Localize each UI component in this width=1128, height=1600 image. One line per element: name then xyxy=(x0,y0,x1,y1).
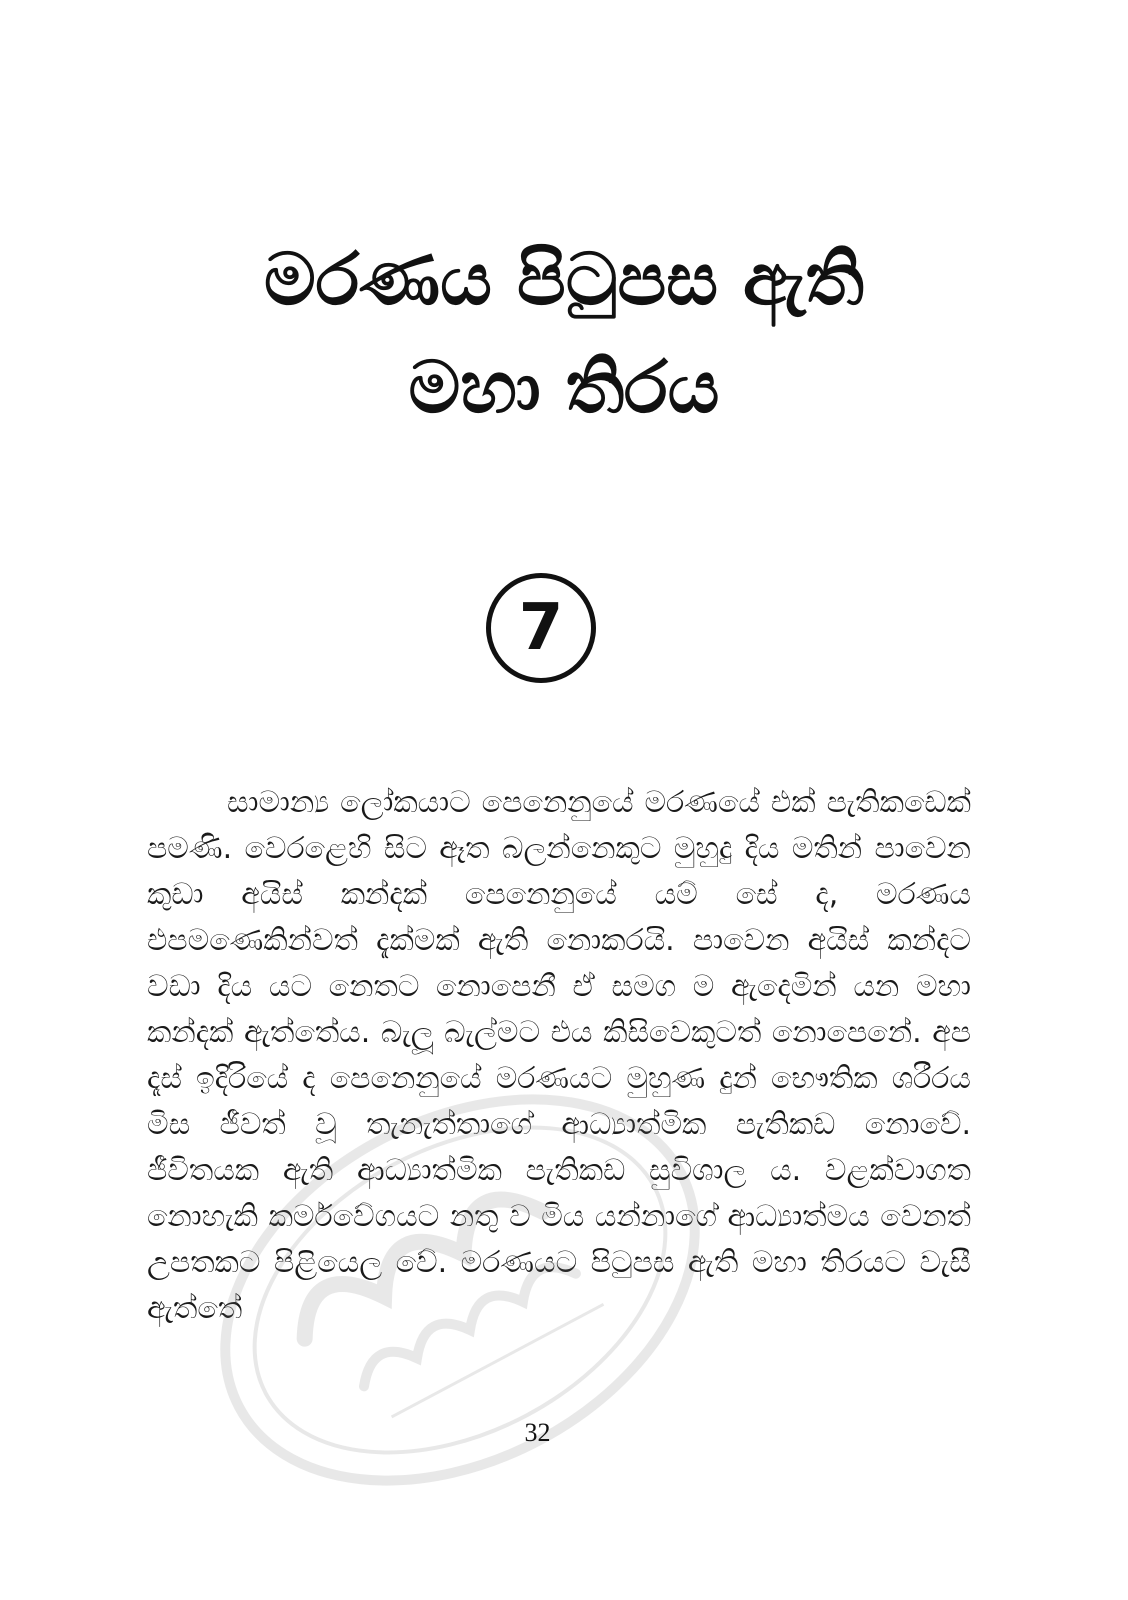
chapter-title-line-2: මහා තිරය xyxy=(408,345,720,429)
chapter-title xyxy=(0,225,1128,441)
chapter-title-line-1: මරණය පිටුපස ඇති xyxy=(264,237,864,321)
chapter-number-badge xyxy=(486,573,596,683)
page-number: 32 xyxy=(524,1418,551,1447)
body-paragraph: සාමාන්‍ය ලෝකයාට පෙනෙනුයේ මරණයේ එක් පැතිකඩෙක් පමණි. වෙරළෙහි සිට ඈත බලන්නෙකුට මුහුදු දිය මතින් පාවෙන කුඩා අයිස් කන්දක් පෙනෙනුයේ යම් සේ ද, මරණය එපමණෙකින්වත් දැක්මක් ඇති නොකරයි. පාවෙන අයිස් කන්දට වඩා දිය යට නෙතට නොපෙනී ඒ සමග ම ඇදෙමින් යන මහා කන්දක් ඇත්තේය. බැලූ බැල්මට එය කිසිවෙකුටත් නොපෙනේ. අප දෑස් ඉදිරියේ ද පෙනෙනුයේ මරණයට මුහුණ දුන් භෞතික ශරීරය මිස ජීවත් වූ තැනැත්තාගේ ආධ්‍යාත්මික පැතිකඩ නොවේ. ජීවිතයක ඇති ආධ්‍යාත්මික පැතිකඩ සුවිශාල ය. වළක්වාගත නොහැකි කර්මවේගයට නතු ව මිය යන්නාගේ ආධ්‍යාත්මය වෙනත් උපතකට පිළියෙල වේ. මරණයට පිටුපස ඇති මහා තිරයට වැසී ඇත්තේ xyxy=(147,785,971,1326)
chapter-number: 7 xyxy=(518,591,564,665)
